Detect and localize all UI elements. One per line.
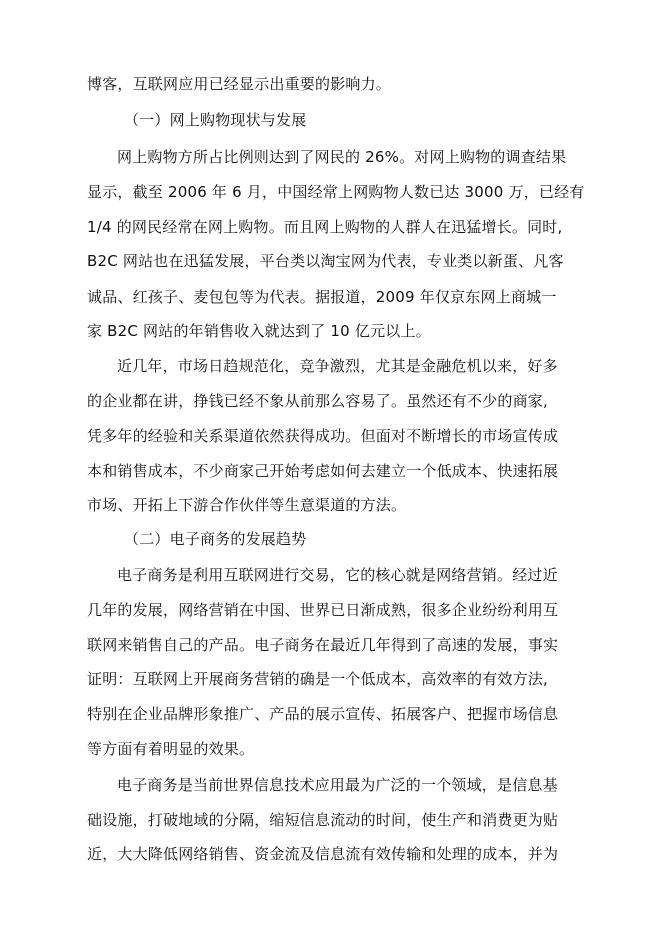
paragraph-line: 电子商务是利用互联网进行交易，它的核心就是网络营销。经过近 xyxy=(117,566,558,584)
paragraph-line: 显示，截至 2006 年 6 月，中国经常上网购物人数已达 3000 万，已经有 xyxy=(87,183,585,201)
paragraph-line: 博客，互联网应用已经显示出重要的影响力。 xyxy=(87,75,392,93)
paragraph-line: 诚品、红孩子、麦包包等为代表。据报道，2009 年仅京东网上商城一 xyxy=(87,288,557,306)
paragraph-line: 联网来销售自己的产品。电子商务在最近几年得到了高速的发展，事实 xyxy=(87,636,559,654)
paragraph-line: 网上购物方所占比例则达到了网民的 26%。对网上购物的调查结果 xyxy=(117,148,567,166)
paragraph-line: 近，大大降低网络销售、资金流及信息流有效传输和处理的成本，并为 xyxy=(87,845,559,863)
paragraph-line: 1/4 的网民经常在网上购物。而且网上购物的人群人在迅猛增长。同时, xyxy=(87,218,563,236)
paragraph-line: 等方面有着明显的效果。 xyxy=(87,740,255,758)
paragraph-line: 特别在企业品牌形象推广、产品的展示宣传、拓展客户、把握市场信息 xyxy=(87,705,559,723)
paragraph-line: 市场、开拓上下游合作伙伴等生意渠道的方法。 xyxy=(87,496,407,514)
paragraph-line: 凭多年的经验和关系渠道依然获得成功。但面对不断增长的市场宣传成 xyxy=(87,427,559,445)
paragraph-line: 础设施，打破地域的分隔，缩短信息流动的时间，使生产和消费更为贴 xyxy=(87,811,559,829)
paragraph-line: 近几年，市场日趋规范化，竞争激烈，尤其是金融危机以来，好多 xyxy=(117,357,558,375)
section-heading: （一）网上购物现状与发展 xyxy=(124,111,307,129)
paragraph-line: 证明：互联网上开展商务营销的确是一个低成本，高效率的有效方法, xyxy=(87,670,548,688)
paragraph-line: 的企业都在讲，挣钱已经不象从前那么容易了。虽然还有不少的商家, xyxy=(87,392,548,410)
paragraph-line: 家 B2C 网站的年销售收入就达到了 10 亿元以上。 xyxy=(87,322,431,340)
section-heading: （二）电子商务的发展趋势 xyxy=(124,530,307,548)
paragraph-line: 电子商务是当前世界信息技术应用最为广泛的一个领域，是信息基 xyxy=(117,776,558,794)
paragraph-line: B2C 网站也在迅猛发展，平台类以淘宝网为代表，专业类以新蛋、凡客 xyxy=(87,252,564,270)
paragraph-line: 几年的发展，网络营销在中国、世界已日渐成熟，很多企业纷纷利用互 xyxy=(87,601,559,619)
paragraph-line: 本和销售成本，不少商家己开始考虑如何去建立一个低成本、快速拓展 xyxy=(87,462,559,480)
